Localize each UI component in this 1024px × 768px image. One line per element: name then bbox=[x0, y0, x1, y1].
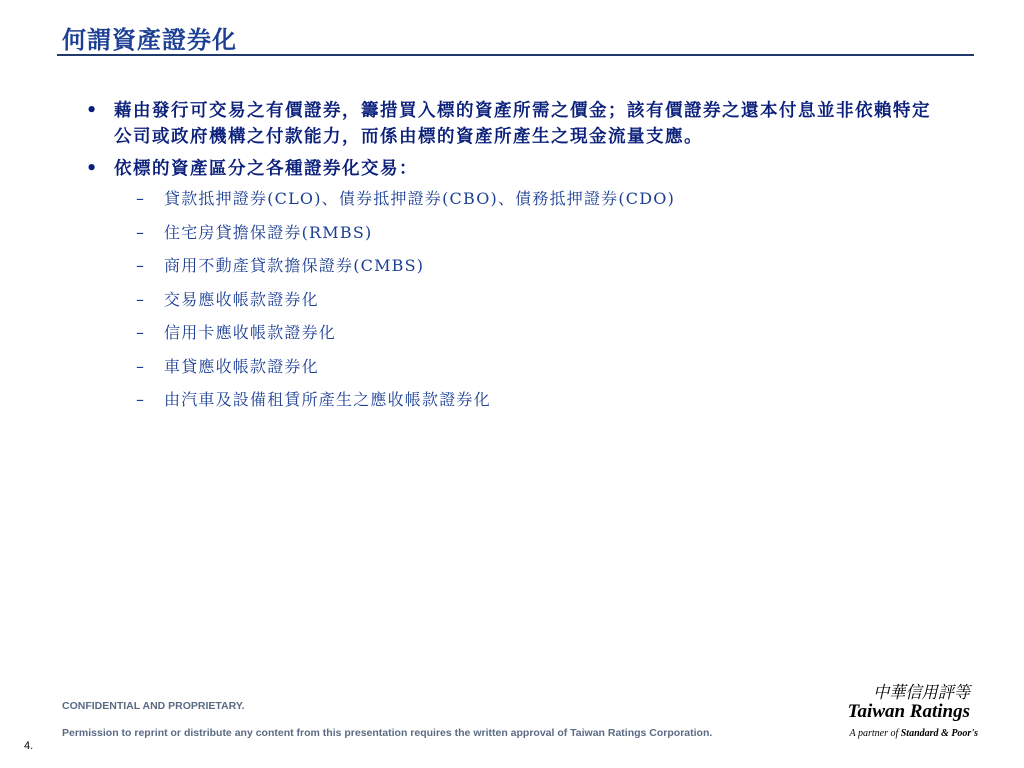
list-item-text: 商用不動產貸款擔保證券(CMBS) bbox=[164, 256, 425, 275]
list-item bbox=[86, 283, 946, 317]
logo-partner-prefix: A partner of bbox=[849, 728, 901, 739]
list-item-text: 車貸應收帳款證券化 bbox=[164, 356, 319, 376]
list-item bbox=[86, 316, 946, 350]
list-item bbox=[86, 383, 946, 417]
bullet-text: 藉由發行可交易之有價證券，籌措買入標的資產所需之價金；該有價證券之還本付息並非依賴特定公司或政府機構之付款能力，而係由標的資產所產生之現金流量支應。 bbox=[114, 101, 931, 147]
list-item-text: 貸款抵押證券(CLO)、債券抵押證券(CBO)、債務抵押證券(CDO) bbox=[164, 189, 676, 208]
logo-english-name: Taiwan Ratings bbox=[847, 701, 970, 722]
list-item bbox=[86, 249, 946, 283]
list-item-text: 住宅房貸擔保證券(RMBS) bbox=[164, 222, 373, 242]
dash-icon: – bbox=[136, 390, 146, 409]
slide-content bbox=[86, 98, 946, 417]
list-item-text: 信用卡應收帳款證券化 bbox=[164, 323, 337, 342]
list-item-text: 交易應收帳款證券化 bbox=[164, 289, 319, 309]
list-item-text: 由汽車及設備租賃所產生之應收帳款證券化 bbox=[164, 390, 491, 409]
permission-notice: Permission to reprint or distribute any content from this presentation requires the written approval of Taiwan Ratings Corporation. bbox=[62, 727, 713, 739]
logo-chinese-name: 中華信用評等 bbox=[873, 683, 970, 703]
bullet-dot-icon: • bbox=[86, 159, 99, 179]
sub-list bbox=[86, 182, 946, 417]
title-divider bbox=[57, 54, 974, 56]
confidential-notice: CONFIDENTIAL AND PROPRIETARY. bbox=[62, 700, 245, 712]
logo-partner-line bbox=[850, 728, 978, 739]
page-number: 4. bbox=[24, 740, 34, 752]
list-item bbox=[86, 182, 946, 216]
dash-icon: – bbox=[136, 356, 146, 376]
dash-icon: – bbox=[136, 189, 146, 208]
taiwan-ratings-logo bbox=[828, 678, 978, 744]
dash-icon: – bbox=[136, 256, 146, 275]
list-item bbox=[86, 350, 946, 384]
list-item bbox=[86, 216, 946, 250]
bullet-text: 依標的資產區分之各種證券化交易： bbox=[114, 159, 418, 179]
bullet-dot-icon: • bbox=[86, 101, 99, 121]
logo-partner-name: Standard & Poor's bbox=[900, 728, 978, 739]
dash-icon: – bbox=[136, 323, 146, 342]
bullet-item-1 bbox=[86, 98, 946, 150]
dash-icon: – bbox=[136, 222, 146, 242]
dash-icon: – bbox=[136, 289, 146, 309]
page-title: 何謂資產證券化 bbox=[62, 25, 237, 54]
bullet-item-2 bbox=[86, 156, 946, 417]
